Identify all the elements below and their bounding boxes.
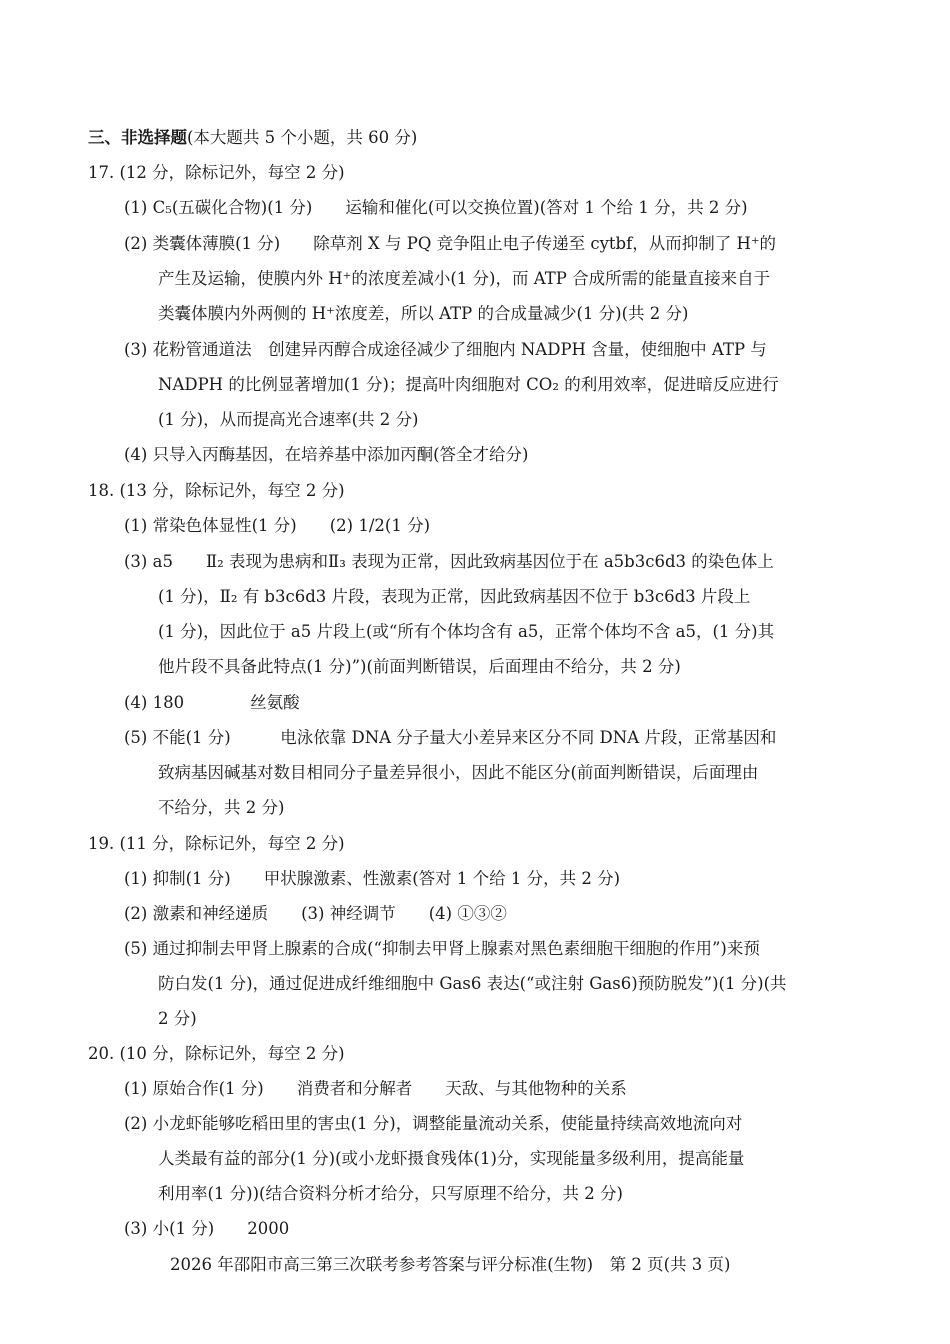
q19-answer-5-cont: 防白发(1 分)，通过促进成纤维细胞中 Gas6 表达(“或注射 Gas6)预防脱发”)(1 分)(共 (158, 974, 787, 993)
question-19-header: 19. (11 分，除标记外，每空 2 分) (88, 834, 345, 853)
q20-answer-2-cont: 利用率(1 分))(结合资料分析才给分，只写原理不给分，共 2 分) (158, 1184, 623, 1203)
q20-answer-3: (3) 小(1 分) 2000 (124, 1219, 290, 1238)
question-20-header: 20. (10 分，除标记外，每空 2 分) (88, 1044, 345, 1063)
section-heading (88, 126, 417, 150)
section-note: (本大题共 5 个小题，共 60 分) (187, 128, 418, 147)
q18-answer-3-cont: (1 分)，Ⅱ₂ 有 b3c6d3 片段，表现为正常，因此致病基因不位于 b3c6d3 片段上 (158, 587, 751, 606)
q18-answer-5: (5) 不能(1 分) 电泳依靠 DNA 分子量大小差异来区分不同 DNA 片段，正常基因和 (124, 728, 777, 747)
q20-answer-2: (2) 小龙虾能够吃稻田里的害虫(1 分)，调整能量流动关系，使能量持续高效地流向对 (124, 1114, 743, 1133)
q20-answer-1: (1) 原始合作(1 分) 消费者和分解者 天敌、与其他物种的关系 (124, 1079, 627, 1098)
q17-answer-4: (4) 只导入丙酶基因，在培养基中添加丙酮(答全才给分) (124, 445, 529, 464)
q17-answer-3-cont: (1 分)，从而提高光合速率(共 2 分) (158, 410, 419, 429)
q17-answer-2: (2) 类囊体薄膜(1 分) 除草剂 X 与 PQ 竞争阻止电子传递至 cytbf，从而抑制了 H⁺的 (124, 234, 777, 253)
q19-answer-5: (5) 通过抑制去甲肾上腺素的合成(“抑制去甲肾上腺素对黑色素细胞干细胞的作用”)来预 (124, 939, 760, 958)
question-18-header: 18. (13 分，除标记外，每空 2 分) (88, 481, 345, 500)
q18-answer-5-cont: 不给分，共 2 分) (158, 798, 285, 817)
q17-answer-3-cont: NADPH 的比例显著增加(1 分)；提高叶肉细胞对 CO₂ 的利用效率，促进暗反应进行 (158, 375, 779, 394)
q18-answer-3-cont: 他片段不具备此特点(1 分)”)(前面判断错误，后面理由不给分，共 2 分) (158, 657, 681, 676)
q18-answer-3: (3) a5 Ⅱ₂ 表现为患病和Ⅱ₃ 表现为正常，因此致病基因位于在 a5b3c6d3 的染色体上 (124, 552, 774, 571)
q18-answer-1-2: (1) 常染色体显性(1 分) (2) 1/2(1 分) (124, 516, 431, 535)
question-17-header: 17. (12 分，除标记外，每空 2 分) (88, 163, 345, 182)
q17-answer-1: (1) C₅(五碳化合物)(1 分) 运输和催化(可以交换位置)(答对 1 个给 1 分，共 2 分) (124, 198, 748, 217)
q17-answer-2-cont: 类囊体膜内外两侧的 H⁺浓度差，所以 ATP 的合成量减少(1 分)(共 2 分) (158, 304, 689, 323)
page-footer: 2026 年邵阳市高三第三次联考参考答案与评分标准(生物) 第 2 页(共 3 页) (170, 1255, 731, 1274)
section-title: 三、非选择题 (88, 128, 187, 147)
q17-answer-2-cont: 产生及运输，使膜内外 H⁺的浓度差减小(1 分)，而 ATP 合成所需的能量直接来自于 (158, 269, 771, 288)
q19-answer-1: (1) 抑制(1 分) 甲状腺激素、性激素(答对 1 个给 1 分，共 2 分) (124, 869, 621, 888)
q18-answer-5-cont: 致病基因碱基对数目相同分子量差异很小，因此不能区分(前面判断错误，后面理由 (158, 763, 759, 782)
q18-answer-4: (4) 180 丝氨酸 (124, 693, 300, 712)
q17-answer-3: (3) 花粉管通道法 创建异丙醇合成途径减少了细胞内 NADPH 含量，使细胞中 ATP 与 (124, 340, 767, 359)
q19-answer-5-cont: 2 分) (158, 1009, 197, 1028)
q19-answer-2-3-4: (2) 激素和神经递质 (3) 神经调节 (4) ①③② (124, 904, 507, 923)
q20-answer-2-cont: 人类最有益的部分(1 分)(或小龙虾摄食残体(1)分，实现能量多级利用，提高能量 (158, 1149, 745, 1168)
q18-answer-3-cont: (1 分)，因此位于 a5 片段上(或“所有个体均含有 a5，正常个体均不含 a5，(1 分)其 (158, 622, 775, 641)
